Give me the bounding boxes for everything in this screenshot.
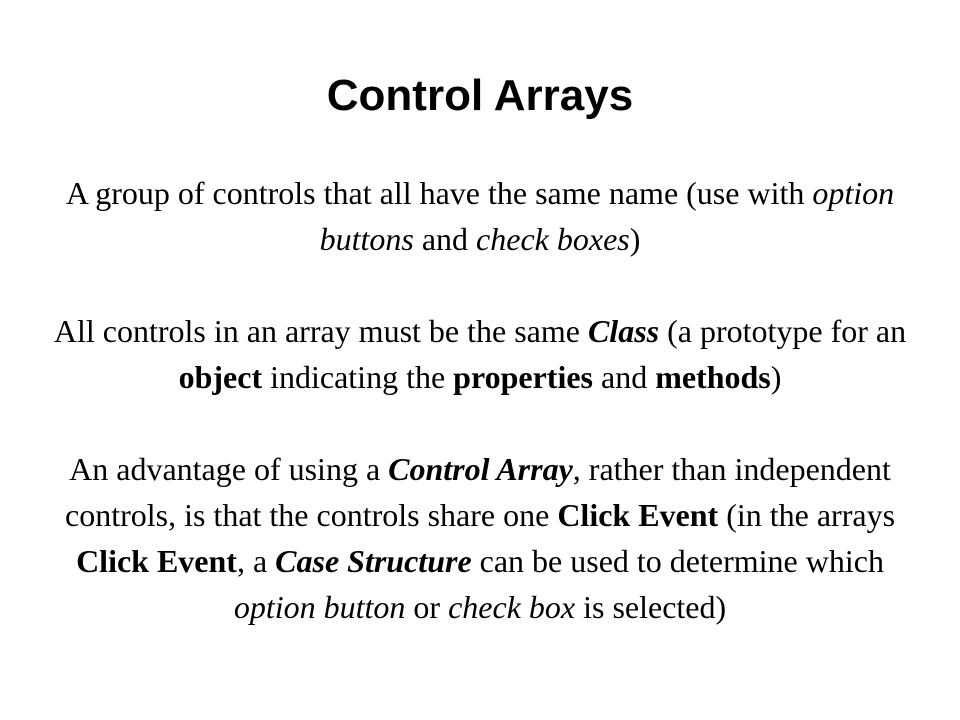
paragraph-class-requirement bbox=[40, 308, 920, 400]
text-run: or bbox=[405, 589, 449, 625]
slide-body bbox=[40, 170, 920, 630]
text-run-italic: option buttons bbox=[319, 175, 895, 257]
text-run: and bbox=[592, 359, 656, 395]
text-run-bold: properties bbox=[453, 359, 593, 395]
text-run: is selected) bbox=[575, 589, 727, 625]
text-run: ) bbox=[629, 221, 641, 257]
text-run: can be used to determine which bbox=[471, 543, 884, 579]
text-run: ) bbox=[770, 359, 782, 395]
paragraph-control-array-definition bbox=[40, 170, 920, 262]
text-run: (in the arrays bbox=[718, 497, 896, 533]
text-run-bold-italic: Case Structure bbox=[275, 543, 472, 579]
text-run: , rather than independent controls, is that the controls share one bbox=[64, 451, 891, 533]
text-run-bold: Click Event bbox=[76, 543, 237, 579]
paragraph-advantage bbox=[40, 446, 920, 630]
text-run-bold-italic: Control Array bbox=[388, 451, 573, 487]
text-run-italic: check boxes bbox=[476, 221, 630, 257]
text-run-bold-italic: Class bbox=[587, 313, 660, 349]
text-run: All controls in an array must be the same bbox=[53, 313, 588, 349]
text-run: and bbox=[413, 221, 477, 257]
text-run: , a bbox=[236, 543, 276, 579]
text-run: (a prototype for an bbox=[659, 313, 907, 349]
text-run-bold: Click Event bbox=[557, 497, 719, 533]
text-run-italic: check box bbox=[448, 589, 576, 625]
text-run: An advantage of using a bbox=[69, 451, 389, 487]
text-run: indicating the bbox=[262, 359, 454, 395]
text-run-bold: object bbox=[178, 359, 263, 395]
text-run-italic: option button bbox=[233, 589, 406, 625]
text-run-bold: methods bbox=[655, 359, 771, 395]
slide-title: Control Arrays bbox=[326, 71, 634, 120]
text-run: A group of controls that all have the same name (use with bbox=[65, 175, 813, 211]
